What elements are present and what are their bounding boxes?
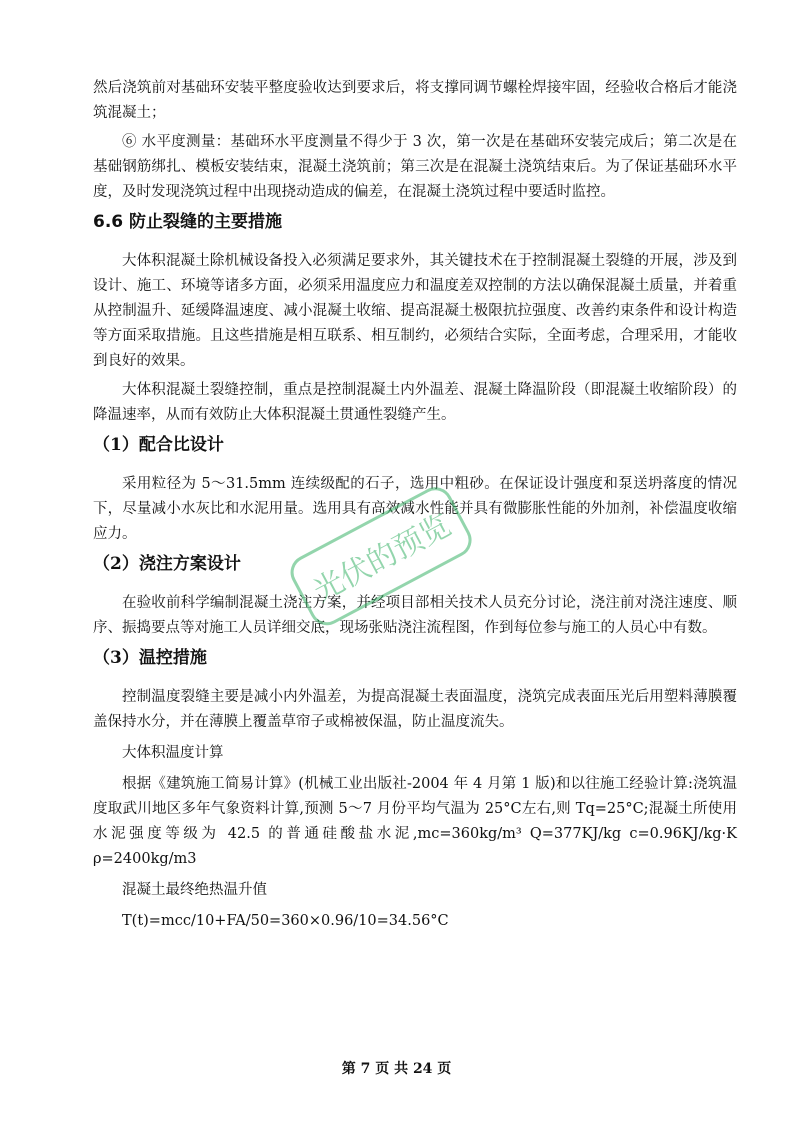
paragraph-level-measurement: ⑥ 水平度测量：基础环水平度测量不得少于 3 次，第一次是在基础环安装完成后；第二次是在基础钢筋绑扎、模板安装结束，混凝土浇筑前；第三次是在混凝土浇筑结束后。为了保证基础环水平度，及时发现浇筑过程中出现挠动造成的偏差，在混凝土浇筑过程中要适时监控。 xyxy=(93,134,737,200)
paragraph-temperature-control: 控制温度裂缝主要是减小内外温差，为提高混凝土表面温度，浇筑完成表面压光后用塑料薄膜覆盖保持水分，并在薄膜上覆盖草帘子或棉被保温，防止温度流失。 xyxy=(93,689,737,730)
subheading-mix-design: （1）配合比设计 xyxy=(93,435,224,455)
paragraph-adiabatic-rise-title: 混凝土最终绝热温升值 xyxy=(122,882,267,898)
paragraph-crack-control-focus: 大体积混凝土裂缝控制，重点是控制混凝土内外温差、混凝土降温阶段（即混凝土收缩阶段）的降温速率，从而有效防止大体积混凝土贯通性裂缝产生。 xyxy=(93,382,737,423)
paragraph-crack-control-intro: 大体积混凝土除机械设备投入必须满足要求外，其关键技术在于控制混凝土裂缝的开展，涉及到设计、施工、环境等诸多方面，必须采用温度应力和温度差双控制的方法以确保混凝土质量，并着重从控制温升、延缓降温速度、减小混凝土收缩、提高混凝土极限抗拉强度、改善约束条件和设计构造等方面采取措施。且这些措施是相互联系、相互制约，必须结合实际，全面考虑，合理采用，才能收到良好的效果。 xyxy=(93,253,737,369)
document-body xyxy=(93,76,737,940)
paragraph-temperature-calc-basis: 根据《建筑施工简易计算》(机械工业出版社-2004 年 4 月第 1 版)和以往施工经验计算:浇筑温度取武川地区多年气象资料计算,预测 5～7 月份平均气温为 25°C左右,则 Tq=25°C;混凝土所使用水泥强度等级为 42.5 的普通硅酸盐水泥,mc=360kg/m³ Q=377KJ/kg c=0.96KJ/kg·K ρ=2400kg/m3 xyxy=(93,776,737,867)
subheading-pouring-plan: （2）浇注方案设计 xyxy=(93,554,241,574)
subheading-temperature-control: （3）温控措施 xyxy=(93,648,207,668)
paragraph-pouring-plan: 在验收前科学编制混凝土浇注方案，并经项目部相关技术人员充分讨论，浇注前对浇注速度、顺序、振捣要点等对施工人员详细交底，现场张贴浇注流程图，作到每位参与施工的人员心中有数。 xyxy=(93,595,737,636)
page-footer: 第 7 页 共 24 页 xyxy=(341,1061,452,1077)
watermark-text: 光伏的预览 xyxy=(307,507,457,610)
paragraph-base-ring-welding: 然后浇筑前对基础环安装平整度验收达到要求后，将支撑同调节螺栓焊接牢固，经验收合格后才能浇筑混凝土； xyxy=(93,80,737,121)
paragraph-adiabatic-rise-formula: T(t)=mcc/10+FA/50=360×0.96/10=34.56°C xyxy=(122,913,449,929)
paragraph-mix-design: 采用粒径为 5～31.5mm 连续级配的石子，选用中粗砂。在保证设计强度和泵送坍落度的情况下，尽量减小水灰比和水泥用量。选用具有高效减水性能并具有微膨胀性能的外加剂，补偿温度收缩应力。 xyxy=(93,476,737,542)
section-heading-6-6: 6.6 防止裂缝的主要措施 xyxy=(93,212,283,232)
paragraph-temperature-calc-title: 大体积温度计算 xyxy=(122,745,224,761)
